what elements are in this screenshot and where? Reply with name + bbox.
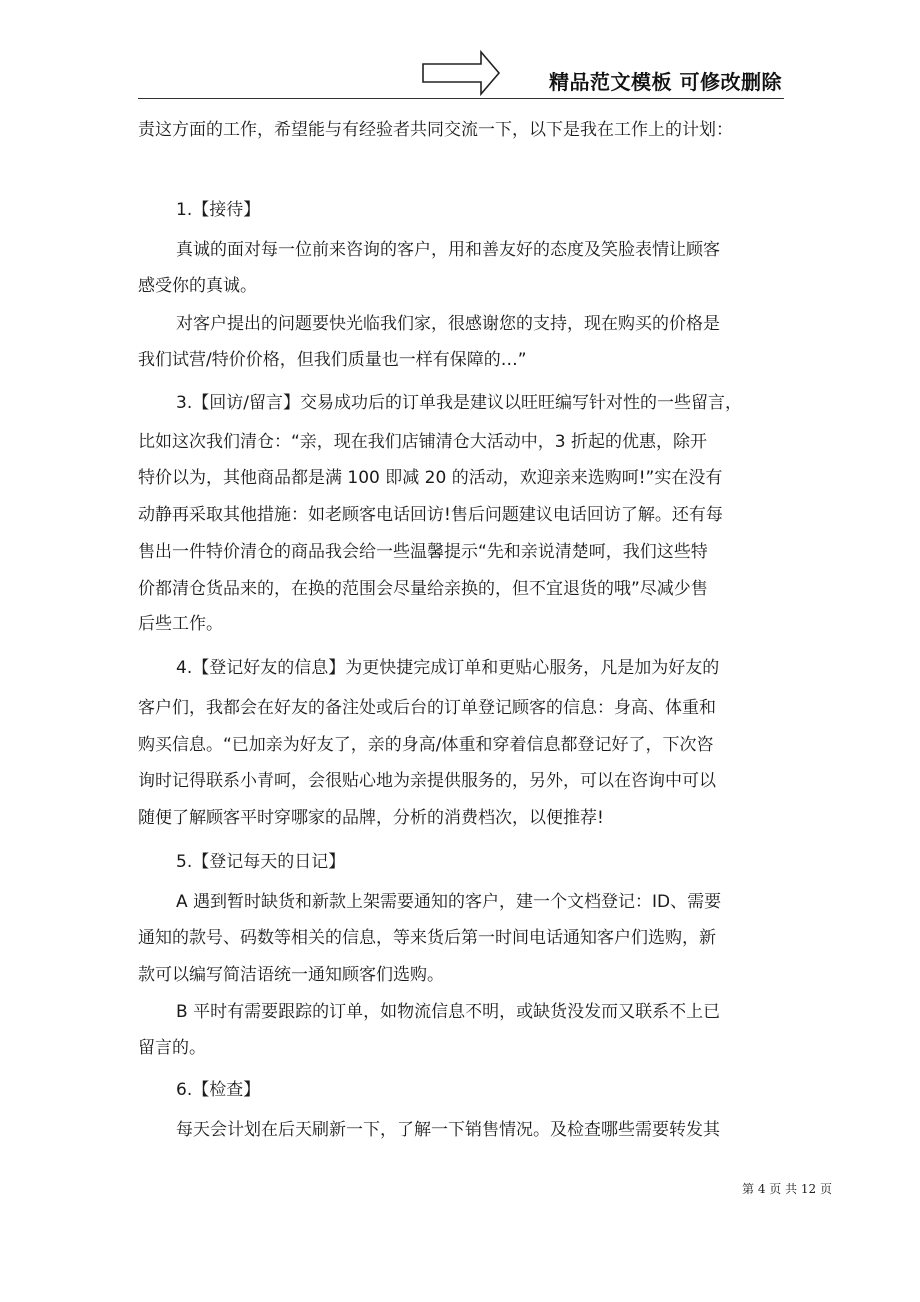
paragraph-line: A 遇到暂时缺货和新款上架需要通知的客户，建一个文档登记：ID、需要 xyxy=(176,892,722,912)
page-header xyxy=(138,46,784,99)
paragraph-line: 通知的款号、码数等相关的信息，等来货后第一时间电话通知客户们选购，新 xyxy=(138,928,716,948)
paragraph-line: 留言的。 xyxy=(138,1038,206,1058)
paragraph-line: B 平时有需要跟踪的订单，如物流信息不明，或缺货没发而又联系不上已 xyxy=(176,1002,721,1022)
paragraph-line: 真诚的面对每一位前来咨询的客户，用和善友好的态度及笑脸表情让顾客 xyxy=(176,240,720,260)
page-number: 第 4 页 共 12 页 xyxy=(742,1182,832,1196)
paragraph-line: 特价以为，其他商品都是满 100 即减 20 的活动，欢迎亲来选购呵!”实在没有 xyxy=(138,468,723,488)
paragraph-line: 我们试营/特价价格，但我们质量也一样有保障的…” xyxy=(138,350,527,370)
paragraph-line: 购买信息。“已加亲为好友了，亲的身高/体重和穿着信息都登记好了，下次咨 xyxy=(138,735,714,755)
paragraph-line: 款可以编写简洁语统一通知顾客们选购。 xyxy=(138,965,444,985)
section-heading-daily-log: 5.【登记每天的日记】 xyxy=(176,852,346,872)
paragraph-line: 价都清仓货品来的，在换的范围会尽量给亲换的，但不宜退货的哦”尽减少售 xyxy=(138,579,708,599)
paragraph-line: 感受你的真诚。 xyxy=(138,276,257,296)
section-heading-reception: 1.【接待】 xyxy=(176,200,261,220)
paragraph-line: 对客户提出的问题要快光临我们家，很感谢您的支持，现在购买的价格是 xyxy=(176,314,720,334)
paragraph-line: 询时记得联系小青呵，会很贴心地为亲提供服务的，另外，可以在咨询中可以 xyxy=(138,771,716,791)
paragraph-line: 随便了解顾客平时穿哪家的品牌，分析的消费档次，以便推荐! xyxy=(138,808,604,828)
paragraph-line: 客户们，我都会在好友的备注处或后台的订单登记顾客的信息：身高、体重和 xyxy=(138,698,716,718)
paragraph-line: 动静再采取其他措施：如老顾客电话回访!售后问题建议电话回访了解。还有每 xyxy=(138,505,723,525)
section-heading-check: 6.【检查】 xyxy=(176,1080,261,1100)
paragraph-line: 后些工作。 xyxy=(138,614,223,634)
section-heading-followup: 3.【回访/留言】交易成功后的订单我是建议以旺旺编写针对性的一些留言， xyxy=(176,393,742,413)
right-arrow-outline-icon xyxy=(421,50,501,96)
paragraph-line: 比如这次我们清仓：“亲，现在我们店铺清仓大活动中，3 折起的优惠，除开 xyxy=(138,432,708,452)
paragraph-line: 售出一件特价清仓的商品我会给一些温馨提示“先和亲说清楚呵，我们这些特 xyxy=(138,542,708,562)
section-heading-friend-info: 4.【登记好友的信息】为更快捷完成订单和更贴心服务，凡是加为好友的 xyxy=(176,658,720,678)
header-title: 精品范文模板 可修改删除 xyxy=(549,70,782,94)
paragraph-line: 责这方面的工作，希望能与有经验者共同交流一下，以下是我在工作上的计划： xyxy=(138,120,733,140)
paragraph-line: 每天会计划在后天刷新一下，了解一下销售情况。及检查哪些需要转发其 xyxy=(176,1120,720,1140)
